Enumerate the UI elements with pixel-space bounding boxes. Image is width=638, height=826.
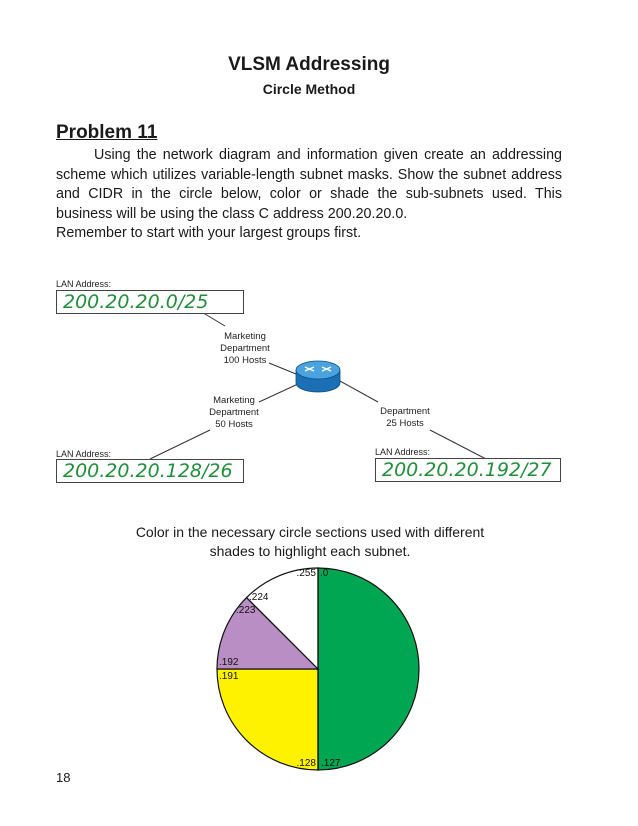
circle-slice-0-127[interactable]: [318, 568, 419, 770]
label-127: .127: [321, 758, 341, 769]
instructions: [100, 523, 520, 561]
problem-paragraph-1: Using the network diagram and information given create an addressing scheme which utilizes variable-length subnet masks. Show the subnet address and CIDR in the circle below, color or shade the sub-subnets used. This business will be using the class C address 200.20.20.0.: [56, 147, 562, 222]
lan-label-left: LAN Address:: [56, 449, 112, 459]
dept-25: [360, 406, 450, 430]
label-224: .224: [249, 592, 269, 603]
page-title: VLSM Addressing: [228, 54, 390, 75]
label-255: .255: [296, 568, 316, 579]
problem-heading: Problem 11: [56, 122, 158, 143]
connector-right-box: [430, 430, 486, 459]
lan-label-top: LAN Address:: [56, 279, 112, 289]
dept-100-line1: Marketing: [224, 331, 266, 342]
dept-100-line3: 100 Hosts: [223, 355, 267, 366]
dept-25-line2: 25 Hosts: [386, 418, 424, 429]
dept-100-line2: Department: [220, 343, 270, 354]
label-223: .223: [236, 605, 256, 616]
connector-right-router: [340, 381, 378, 402]
label-192: .192: [219, 657, 239, 668]
dept-50-line3: 50 Hosts: [215, 419, 253, 430]
dept-50-line2: Department: [209, 407, 259, 418]
dept-25-line1: Department: [380, 406, 430, 417]
dept-50-line1: Marketing: [213, 395, 255, 406]
lan-label-right: LAN Address:: [375, 447, 431, 457]
circle-slice-128-191[interactable]: [217, 669, 318, 770]
page-subtitle: Circle Method: [262, 81, 356, 97]
dept-marketing-50: [189, 395, 279, 431]
instructions-line2: shades to highlight each subnet.: [209, 543, 411, 559]
router-icon: [296, 361, 340, 392]
lan-address-left: 200.20.20.128/26: [56, 459, 244, 483]
instructions-line1: Color in the necessary circle sections used with different: [135, 524, 485, 540]
subnet-circle[interactable]: [200, 560, 440, 780]
label-128: .128: [296, 758, 316, 769]
label-0: .0: [320, 568, 329, 579]
page-number: 18: [56, 770, 71, 785]
label-191: .191: [219, 671, 239, 682]
problem-paragraph-2: Remember to start with your largest groups first.: [56, 225, 362, 241]
lan-address-right: 200.20.20.192/27: [375, 458, 561, 482]
dept-marketing-100: [200, 331, 290, 367]
connector-left-box: [150, 430, 210, 459]
lan-address-top: 200.20.20.0/25: [56, 290, 244, 314]
